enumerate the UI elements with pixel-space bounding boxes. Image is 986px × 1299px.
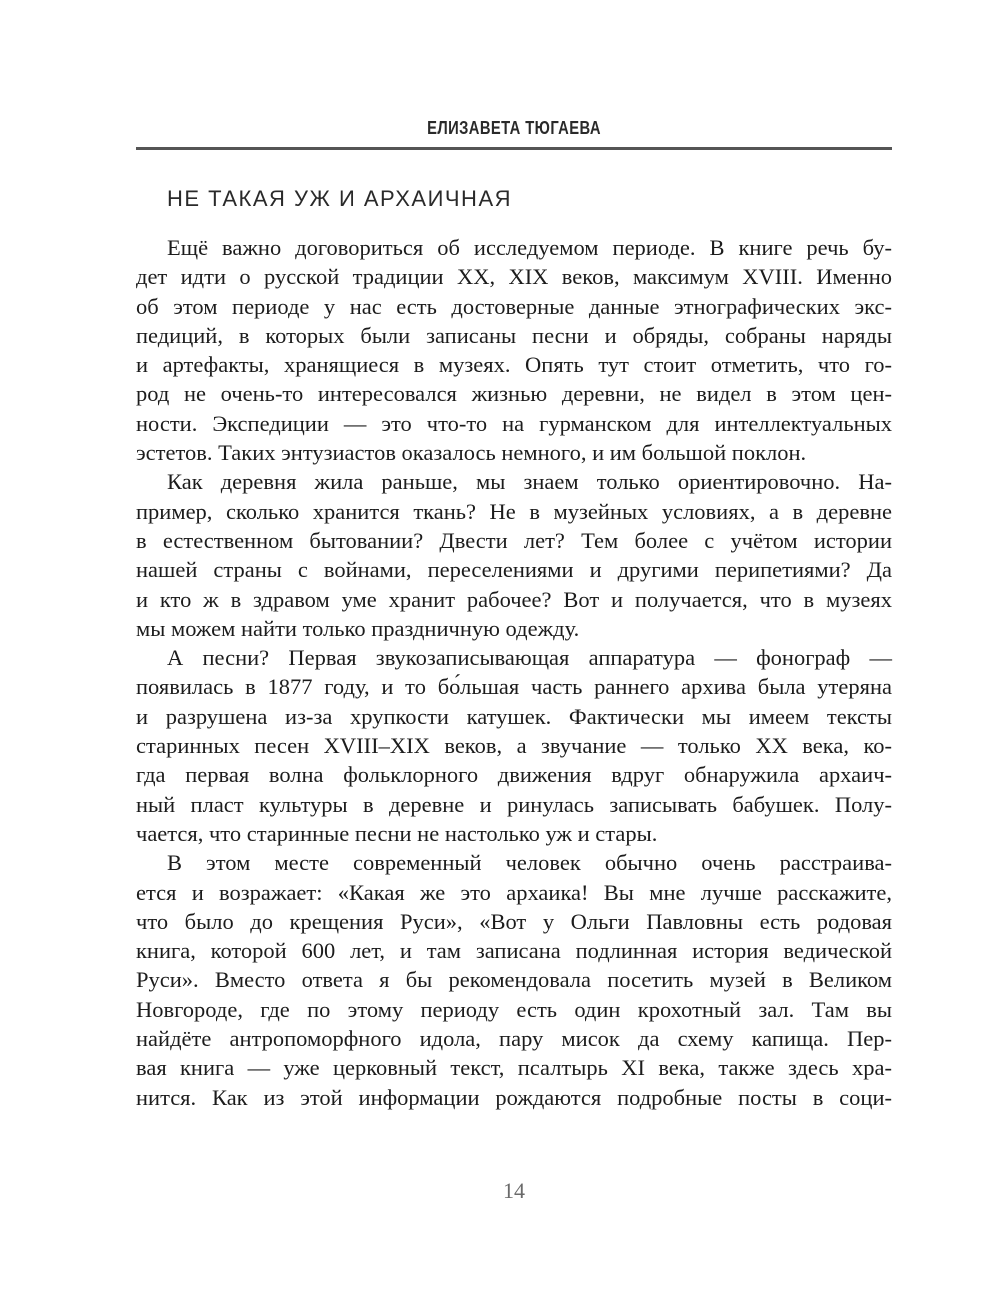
page-number: 14 <box>503 1178 525 1203</box>
text-line: книга, которой 600 лет, и там записана подлинная история ведической <box>136 938 892 964</box>
paragraph-1 <box>136 233 892 467</box>
body-text <box>136 233 892 1112</box>
text-line: Новгороде, где по этому периоду есть один крохотный зал. Там вы <box>136 996 892 1022</box>
text-line: об этом периоде у нас есть достоверные данные этнографических экс- <box>136 293 892 319</box>
text-line: род не очень-то интересовался жизнью деревни, не видел в этом цен- <box>136 381 892 407</box>
text-line: Руси». Вместо ответа я бы рекомендовала посетить музей в Великом <box>136 967 892 993</box>
text-line: найдёте антропоморфного идола, пару мисок да схему капища. Пер- <box>136 1026 892 1052</box>
text-line: ности. Экспедиции — это что-то на гурманском для интеллектуальных <box>136 410 892 436</box>
text-line: и кто ж в здравом уме хранит рабочее? Вот и получается, что в музеях <box>136 586 892 612</box>
text-line: ный пласт культуры в деревне и ринулась записывать бабушек. Полу- <box>136 791 892 817</box>
running-head-author: ЕЛИЗАВЕТА ТЮГАЕВА <box>427 118 601 138</box>
section-title: НЕ ТАКАЯ УЖ И АРХАИЧНАЯ <box>167 186 513 211</box>
text-line: педиций, в которых были записаны песни и обряды, собраны наряды <box>136 322 892 348</box>
text-line: Как деревня жила раньше, мы знаем только ориентировочно. На- <box>167 469 892 495</box>
paragraph-3 <box>136 643 892 848</box>
paragraph-2 <box>136 467 892 643</box>
text-line: появилась в 1877 году, и то бо́льшая часть раннего архива была утеряна <box>136 674 892 700</box>
text-line: пример, сколько хранится ткань? Не в музейных условиях, а в деревне <box>136 498 892 524</box>
text-line: и артефакты, хранящиеся в музеях. Опять тут стоит отметить, что го- <box>136 352 892 378</box>
text-line: гда первая волна фольклорного движения вдруг обнаружила архаич- <box>136 762 892 788</box>
text-line: дет идти о русской традиции XX, XIX веков, максимум XVIII. Именно <box>136 264 892 290</box>
text-line: нится. Как из этой информации рождаются подробные посты в соци- <box>136 1084 892 1110</box>
text-line: эстетов. Таких энтузиастов оказалось немного, и им большой поклон. <box>136 440 807 466</box>
header-rule <box>136 147 892 150</box>
text-line: вая книга — уже церковный текст, псалтырь XI века, также здесь хра- <box>136 1055 892 1081</box>
text-line: что было до крещения Руси», «Вот у Ольги Павловны есть родовая <box>136 908 892 934</box>
text-line: старинных песен XVIII–XIX веков, а звучание — только XX века, ко- <box>136 733 892 759</box>
text-line: и разрушена из-за хрупкости катушек. Фактически мы имеем тексты <box>136 703 892 729</box>
text-line: чается, что старинные песни не настолько уж и стары. <box>136 820 658 846</box>
text-line: ется и возражает: «Какая же это архаика! Вы мне лучше расскажите, <box>136 879 892 905</box>
paragraph-4 <box>136 848 892 1112</box>
text-line: Ещё важно договориться об исследуемом периоде. В книге речь бу- <box>167 235 892 260</box>
text-line: В этом месте современный человек обычно очень расстраива- <box>167 850 892 876</box>
text-line: А песни? Первая звукозаписывающая аппаратура — фонограф — <box>167 645 892 671</box>
text-line: в естественном бытовании? Двести лет? Тем более с учётом истории <box>136 527 892 553</box>
text-line: мы можем найти только праздничную одежду. <box>136 615 580 641</box>
text-line: нашей страны с войнами, переселениями и другими перипетиями? Да <box>136 557 892 583</box>
